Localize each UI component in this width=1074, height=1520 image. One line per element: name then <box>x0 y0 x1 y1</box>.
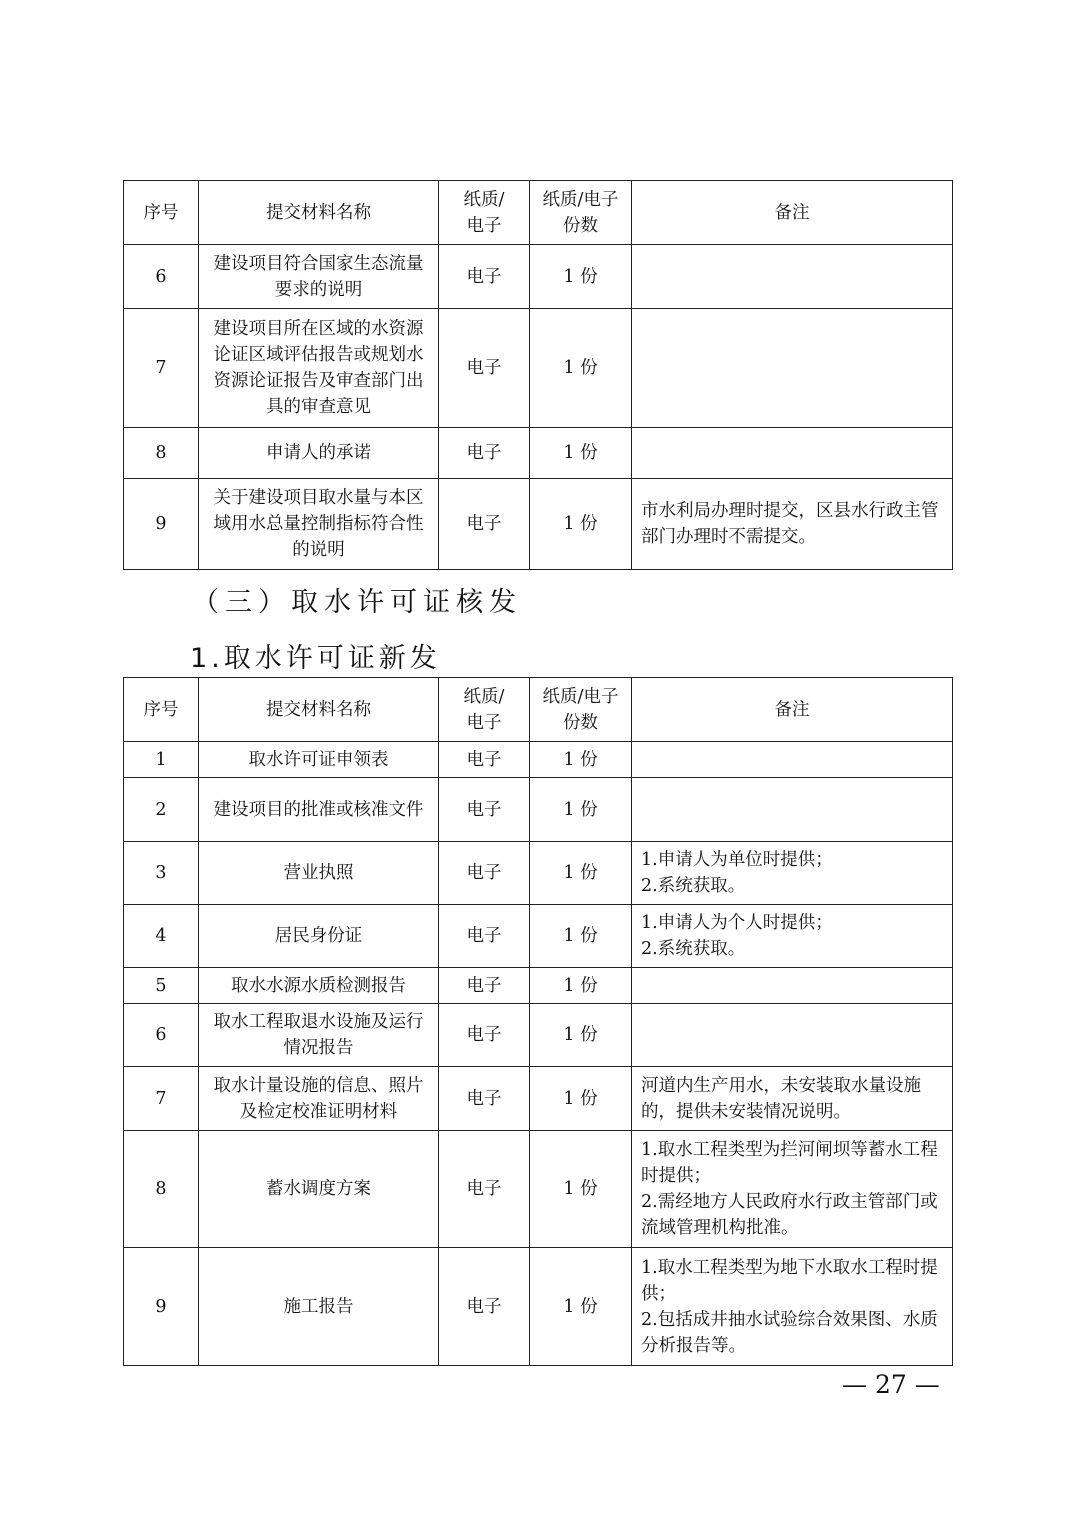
cell-material-name: 居民身份证 <box>199 905 439 968</box>
cell-note: 1.申请人为个人时提供； 2.系统获取。 <box>632 905 953 968</box>
cell-format: 电子 <box>439 428 530 479</box>
cell-no: 4 <box>124 905 199 968</box>
cell-copies: 1 份 <box>530 1004 632 1067</box>
cell-material-name: 关于建设项目取水量与本区域用水总量控制指标符合性的说明 <box>199 479 439 570</box>
col-header-no: 序号 <box>124 181 199 245</box>
cell-material-name: 营业执照 <box>199 842 439 905</box>
cell-no: 7 <box>124 309 199 428</box>
col-header-format: 纸质/ 电子 <box>439 678 530 742</box>
cell-format: 电子 <box>439 479 530 570</box>
cell-format: 电子 <box>439 905 530 968</box>
cell-copies: 1 份 <box>530 968 632 1004</box>
col-header-note: 备注 <box>632 678 953 742</box>
cell-no: 6 <box>124 245 199 309</box>
cell-copies: 1 份 <box>530 742 632 778</box>
table-row <box>124 1131 953 1248</box>
cell-material-name: 取水水源水质检测报告 <box>199 968 439 1004</box>
col-header-name: 提交材料名称 <box>199 678 439 742</box>
cell-no: 9 <box>124 479 199 570</box>
cell-format: 电子 <box>439 309 530 428</box>
cell-material-name: 取水许可证申领表 <box>199 742 439 778</box>
cell-material-name: 建设项目的批准或核准文件 <box>199 778 439 842</box>
cell-format: 电子 <box>439 842 530 905</box>
table-row <box>124 778 953 842</box>
table-row <box>124 968 953 1004</box>
cell-note: 市水利局办理时提交，区县水行政主管部门办理时不需提交。 <box>632 479 953 570</box>
materials-table-2 <box>123 677 953 1366</box>
cell-note <box>632 245 953 309</box>
cell-copies: 1 份 <box>530 1067 632 1131</box>
subsection-heading: 1.取水许可证新发 <box>190 643 441 674</box>
cell-material-name: 申请人的承诺 <box>199 428 439 479</box>
table-row <box>124 245 953 309</box>
cell-note <box>632 742 953 778</box>
table-row <box>124 842 953 905</box>
table-header-row <box>124 181 953 245</box>
table-header-row <box>124 678 953 742</box>
table-row <box>124 479 953 570</box>
table-row <box>124 742 953 778</box>
cell-material-name: 建设项目所在区域的水资源论证区域评估报告或规划水资源论证报告及审查部门出具的审查意见 <box>199 309 439 428</box>
cell-format: 电子 <box>439 1067 530 1131</box>
cell-note <box>632 309 953 428</box>
cell-no: 8 <box>124 1131 199 1248</box>
cell-copies: 1 份 <box>530 1248 632 1366</box>
cell-format: 电子 <box>439 968 530 1004</box>
col-header-format: 纸质/ 电子 <box>439 181 530 245</box>
cell-no: 9 <box>124 1248 199 1366</box>
col-header-copies: 纸质/电子 份数 <box>530 181 632 245</box>
table-row <box>124 1248 953 1366</box>
materials-table-1 <box>123 180 953 570</box>
col-header-no: 序号 <box>124 678 199 742</box>
col-header-name: 提交材料名称 <box>199 181 439 245</box>
cell-format: 电子 <box>439 1004 530 1067</box>
cell-no: 7 <box>124 1067 199 1131</box>
cell-format: 电子 <box>439 778 530 842</box>
cell-format: 电子 <box>439 742 530 778</box>
cell-material-name: 取水工程取退水设施及运行情况报告 <box>199 1004 439 1067</box>
cell-no: 1 <box>124 742 199 778</box>
cell-format: 电子 <box>439 1248 530 1366</box>
cell-copies: 1 份 <box>530 842 632 905</box>
cell-note: 1.取水工程类型为地下水取水工程时提供； 2.包括成井抽水试验综合效果图、水质分析报告等。 <box>632 1248 953 1366</box>
cell-note <box>632 1004 953 1067</box>
cell-no: 2 <box>124 778 199 842</box>
col-header-note: 备注 <box>632 181 953 245</box>
table-row <box>124 1067 953 1131</box>
cell-material-name: 取水计量设施的信息、照片及检定校准证明材料 <box>199 1067 439 1131</box>
cell-note: 河道内生产用水，未安装取水量设施的，提供未安装情况说明。 <box>632 1067 953 1131</box>
cell-copies: 1 份 <box>530 309 632 428</box>
cell-no: 3 <box>124 842 199 905</box>
cell-format: 电子 <box>439 1131 530 1248</box>
table-row <box>124 905 953 968</box>
cell-no: 5 <box>124 968 199 1004</box>
cell-format: 电子 <box>439 245 530 309</box>
cell-note: 1.取水工程类型为拦河闸坝等蓄水工程时提供； 2.需经地方人民政府水行政主管部门或流域管理机构批准。 <box>632 1131 953 1248</box>
cell-copies: 1 份 <box>530 1131 632 1248</box>
section-heading: （三）取水许可证核发 <box>192 587 522 618</box>
cell-note: 1.申请人为单位时提供； 2.系统获取。 <box>632 842 953 905</box>
table-row <box>124 428 953 479</box>
cell-material-name: 施工报告 <box>199 1248 439 1366</box>
col-header-copies: 纸质/电子 份数 <box>530 678 632 742</box>
cell-copies: 1 份 <box>530 428 632 479</box>
table-row <box>124 309 953 428</box>
table-row <box>124 1004 953 1067</box>
cell-copies: 1 份 <box>530 245 632 309</box>
cell-material-name: 建设项目符合国家生态流量要求的说明 <box>199 245 439 309</box>
cell-note <box>632 428 953 479</box>
cell-no: 6 <box>124 1004 199 1067</box>
cell-copies: 1 份 <box>530 905 632 968</box>
cell-note <box>632 968 953 1004</box>
cell-copies: 1 份 <box>530 479 632 570</box>
page-number: — 27 — <box>842 1370 940 1399</box>
cell-no: 8 <box>124 428 199 479</box>
cell-copies: 1 份 <box>530 778 632 842</box>
cell-note <box>632 778 953 842</box>
cell-material-name: 蓄水调度方案 <box>199 1131 439 1248</box>
